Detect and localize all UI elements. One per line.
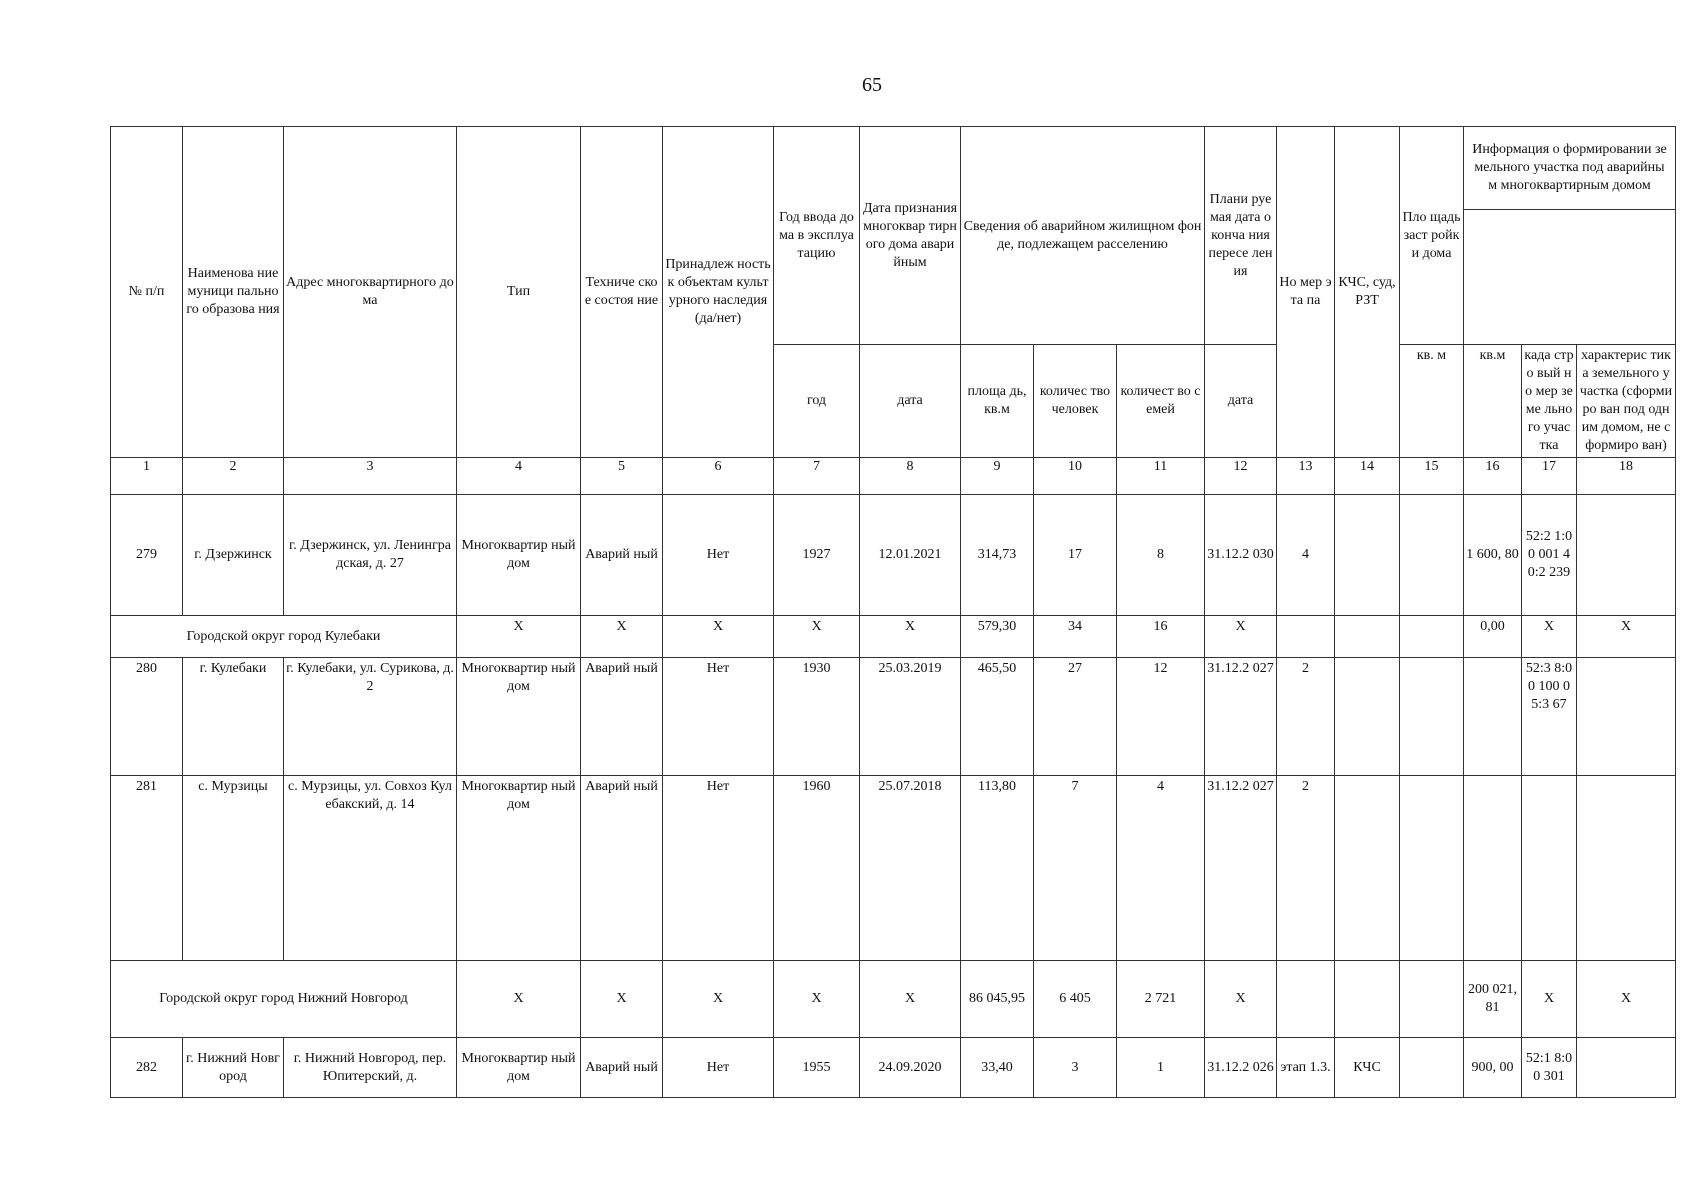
group-cell: Х	[663, 616, 774, 658]
group-families: 16	[1117, 616, 1205, 658]
column-number: 6	[663, 458, 774, 495]
group-cell: Х	[1205, 961, 1277, 1038]
address: г. Дзержинск, ул. Ленинградская, д. 27	[284, 495, 457, 616]
group-label: Городской округ город Нижний Новгород	[111, 961, 457, 1038]
subheader-families: количест во семей	[1117, 345, 1205, 458]
municipality: г. Дзержинск	[183, 495, 284, 616]
header-build-area: Пло щадь заст ройки дома	[1400, 127, 1464, 345]
group-cell: Х	[663, 961, 774, 1038]
group-area: 579,30	[961, 616, 1034, 658]
group-cell: Х	[581, 616, 663, 658]
group-cell: Х	[860, 961, 961, 1038]
column-number: 18	[1577, 458, 1676, 495]
families: 4	[1117, 776, 1205, 961]
stage: 2	[1277, 658, 1335, 776]
header-cadastral: када стро вый но мер земе льно го учас тка	[1522, 345, 1577, 458]
column-number: 8	[860, 458, 961, 495]
cadastral-number	[1522, 776, 1577, 961]
house-type: Многоквартир ный дом	[457, 776, 581, 961]
municipality: г. Кулебаки	[183, 658, 284, 776]
table-row	[111, 1038, 1676, 1098]
table-row	[111, 658, 1676, 776]
column-number: 3	[284, 458, 457, 495]
families: 8	[1117, 495, 1205, 616]
land-characteristic	[1577, 776, 1676, 961]
column-number: 11	[1117, 458, 1205, 495]
heritage: Нет	[663, 776, 774, 961]
stage: этап 1.3.	[1277, 1038, 1335, 1098]
column-number: 16	[1464, 458, 1522, 495]
header-planned-date: Плани руемая дата оконча ния пересе ления	[1205, 127, 1277, 345]
group-label: Городской округ город Кулебаки	[111, 616, 457, 658]
build-area	[1400, 776, 1464, 961]
kchs	[1335, 776, 1400, 961]
land-area	[1464, 658, 1522, 776]
column-number: 9	[961, 458, 1034, 495]
table-row	[111, 495, 1676, 616]
year-commissioned: 1960	[774, 776, 860, 961]
row-number: 279	[111, 495, 183, 616]
row-number: 282	[111, 1038, 183, 1098]
header-row-1	[111, 127, 1676, 345]
families: 12	[1117, 658, 1205, 776]
subheader-year: год	[774, 345, 860, 458]
header-heritage: Принадлеж ность к объектам культурного наследия (да/нет)	[663, 127, 774, 458]
planned-date: 31.12.2 026	[1205, 1038, 1277, 1098]
land-characteristic	[1577, 658, 1676, 776]
subheader-persons: количес тво человек	[1034, 345, 1117, 458]
group-cell	[1277, 961, 1335, 1038]
group-cell: Х	[457, 961, 581, 1038]
cadastral-number: 52:1 8:00 301	[1522, 1038, 1577, 1098]
stage: 4	[1277, 495, 1335, 616]
area: 33,40	[961, 1038, 1034, 1098]
build-area	[1400, 495, 1464, 616]
column-number: 5	[581, 458, 663, 495]
stage: 2	[1277, 776, 1335, 961]
heritage: Нет	[663, 658, 774, 776]
column-number: 13	[1277, 458, 1335, 495]
header-date-recognized: Дата признания многоквар тирного дома аварийным	[860, 127, 961, 345]
planned-date: 31.12.2 030	[1205, 495, 1277, 616]
kchs	[1335, 658, 1400, 776]
area: 465,50	[961, 658, 1034, 776]
date-recognized: 24.09.2020	[860, 1038, 961, 1098]
year-commissioned: 1955	[774, 1038, 860, 1098]
year-commissioned: 1927	[774, 495, 860, 616]
group-cell: Х	[774, 616, 860, 658]
emergency-housing-table	[110, 126, 1676, 1098]
header-year: Год ввода дома в эксплуа тацию	[774, 127, 860, 345]
header-number: № п/п	[111, 127, 183, 458]
address: г. Нижний Новгород, пер. Юпитерский, д.	[284, 1038, 457, 1098]
header-land-char: характерис тика земельного участка (сформиро ван под одним домом, не сформиро ван)	[1577, 345, 1676, 458]
group-cell: Х	[1577, 961, 1676, 1038]
subheader-build-area-unit: кв. м	[1400, 345, 1464, 458]
land-characteristic	[1577, 1038, 1676, 1098]
header-type: Тип	[457, 127, 581, 458]
technical-condition: Аварий ный	[581, 776, 663, 961]
group-cell: Х	[774, 961, 860, 1038]
column-number: 17	[1522, 458, 1577, 495]
subheader-date: дата	[860, 345, 961, 458]
header-emergency-fund: Сведения об аварийном жилищном фонде, подлежащем расселению	[961, 127, 1205, 345]
header-stage: Но мер эта па	[1277, 127, 1335, 458]
land-area	[1464, 776, 1522, 961]
land-area: 1 600, 80	[1464, 495, 1522, 616]
planned-date: 31.12.2 027	[1205, 658, 1277, 776]
heritage: Нет	[663, 1038, 774, 1098]
group-cell	[1277, 616, 1335, 658]
subheader-area: площа дь, кв.м	[961, 345, 1034, 458]
row-number: 280	[111, 658, 183, 776]
land-area: 900, 00	[1464, 1038, 1522, 1098]
cadastral-number: 52:2 1:00 001 40:2 239	[1522, 495, 1577, 616]
group-cell: Х	[457, 616, 581, 658]
subheader-planned-date: дата	[1205, 345, 1277, 458]
header-land-info: Информация о формировании земельного участка под аварийным многоквартирным домом	[1464, 127, 1675, 210]
date-recognized: 25.03.2019	[860, 658, 961, 776]
heritage: Нет	[663, 495, 774, 616]
planned-date: 31.12.2 027	[1205, 776, 1277, 961]
header-kchs: КЧС, суд, РЗТ	[1335, 127, 1400, 458]
area: 113,80	[961, 776, 1034, 961]
technical-condition: Аварий ный	[581, 495, 663, 616]
group-row	[111, 616, 1676, 658]
group-cell: Х	[1522, 961, 1577, 1038]
subheader-land-area-unit: кв.м	[1464, 345, 1522, 458]
column-number-row	[111, 458, 1676, 495]
header-municipality: Наименова ние муници пального образова ния	[183, 127, 284, 458]
group-cell	[1335, 961, 1400, 1038]
house-type: Многоквартир ный дом	[457, 1038, 581, 1098]
area: 314,73	[961, 495, 1034, 616]
address: с. Мурзицы, ул. Совхоз Кулебакский, д. 14	[284, 776, 457, 961]
persons: 27	[1034, 658, 1117, 776]
technical-condition: Аварий ный	[581, 1038, 663, 1098]
cadastral-number: 52:3 8:00 100 05:3 67	[1522, 658, 1577, 776]
group-land-area: 0,00	[1464, 616, 1522, 658]
column-number: 2	[183, 458, 284, 495]
group-cell: Х	[860, 616, 961, 658]
build-area	[1400, 1038, 1464, 1098]
column-number: 4	[457, 458, 581, 495]
group-row	[111, 961, 1676, 1038]
group-persons: 34	[1034, 616, 1117, 658]
column-number: 15	[1400, 458, 1464, 495]
header-address: Адрес многоквартирного дома	[284, 127, 457, 458]
kchs: КЧС	[1335, 1038, 1400, 1098]
address: г. Кулебаки, ул. Сурикова, д. 2	[284, 658, 457, 776]
house-type: Многоквартир ный дом	[457, 495, 581, 616]
group-cell: Х	[581, 961, 663, 1038]
date-recognized: 25.07.2018	[860, 776, 961, 961]
families: 1	[1117, 1038, 1205, 1098]
group-land-area: 200 021, 81	[1464, 961, 1522, 1038]
column-number: 14	[1335, 458, 1400, 495]
house-type: Многоквартир ный дом	[457, 658, 581, 776]
persons: 7	[1034, 776, 1117, 961]
column-number: 7	[774, 458, 860, 495]
page-number: 65	[862, 74, 882, 96]
header-land-info-group	[1464, 127, 1676, 345]
build-area	[1400, 658, 1464, 776]
group-cell	[1400, 961, 1464, 1038]
group-area: 86 045,95	[961, 961, 1034, 1038]
column-number: 10	[1034, 458, 1117, 495]
municipality: с. Мурзицы	[183, 776, 284, 961]
group-cell: Х	[1205, 616, 1277, 658]
group-families: 2 721	[1117, 961, 1205, 1038]
group-cell	[1400, 616, 1464, 658]
kchs	[1335, 495, 1400, 616]
column-number: 12	[1205, 458, 1277, 495]
persons: 17	[1034, 495, 1117, 616]
municipality: г. Нижний Новгород	[183, 1038, 284, 1098]
group-cell	[1335, 616, 1400, 658]
persons: 3	[1034, 1038, 1117, 1098]
group-persons: 6 405	[1034, 961, 1117, 1038]
row-number: 281	[111, 776, 183, 961]
land-characteristic	[1577, 495, 1676, 616]
column-number: 1	[111, 458, 183, 495]
table-row	[111, 776, 1676, 961]
group-cell: Х	[1577, 616, 1676, 658]
date-recognized: 12.01.2021	[860, 495, 961, 616]
year-commissioned: 1930	[774, 658, 860, 776]
header-condition: Техниче ское состоя ние	[581, 127, 663, 458]
group-cell: Х	[1522, 616, 1577, 658]
technical-condition: Аварий ный	[581, 658, 663, 776]
